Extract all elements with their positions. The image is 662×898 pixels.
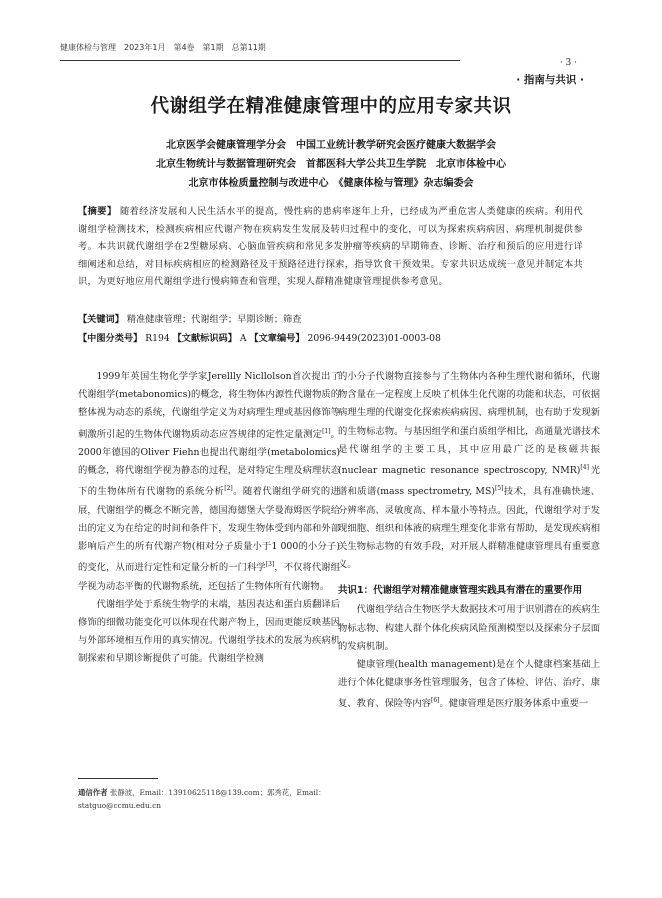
page-number: · 3 · (559, 58, 577, 68)
paragraph-1-text: 1999年英国生物化学学家Jerellly Nicllolson首次提出了代谢组学(metabonomics)的概念，将生物体内源性代谢物质的整体视为动态的系统，代谢组学定义为对病理生理或基因修饰等刺激所引起的生物体代谢物质动态应答规律的定性定量测定 (78, 371, 340, 440)
doccode-label: 【文献标识码】 (172, 333, 237, 344)
paragraph-3-text-b: 光谱和质谱(mass spectrometry, MS) (338, 465, 600, 498)
body-left-column (78, 368, 340, 669)
consensus-heading: 共识1：代谢组学对精准健康管理实践具有潜在的重要作用 (338, 585, 583, 597)
footnote-label: 通信作者 (78, 788, 108, 797)
paragraph-3-text-c: 技术，具有准确快速、分辨率高、灵敏度高、样本量小等特点。因此，代谢组学对于发现细胞、组织和体液的病理生理变化非常有帮助，是发现疾病相关生物标志物的有效手段，对开展人群精准健康管理具有重要意义。 (338, 486, 600, 571)
footnote-text: 张静波，Email：13910625118@139.com；郭秀花，Email：statguo@ccmu.edu.cn (78, 788, 326, 810)
articleno-label: 【文章编号】 (249, 333, 305, 344)
citation-1: [1] (322, 427, 331, 435)
article-title: 代谢组学在精准健康管理中的应用专家共识 (150, 96, 512, 117)
clc-value: R194 (145, 333, 170, 344)
citation-6: [6] (430, 697, 440, 705)
corresponding-author-footnote (78, 786, 338, 812)
citation-4: [4] (580, 464, 589, 472)
footnote-rule (78, 778, 158, 779)
paragraph-4: 代谢组学结合生物医学大数据技术可用于识别潜在的疾病生物标志物、构建人群个体化疾病风险预测模型以及探索分子层面的发病机制。 (338, 604, 600, 652)
author-line-3: 北京市体检质量控制与改进中心 《健康体检与管理》杂志编委会 (188, 178, 474, 189)
keywords-text: 精准健康管理；代谢组学；早期诊断；筛查 (126, 314, 302, 325)
citation-2: [2] (224, 485, 233, 493)
abstract-text: 随着经济发展和人民生活水平的提高，慢性病的患病率逐年上升，已经成为严重危害人类健康的疾病。利用代谢组学检测技术，检测疾病相应代谢产物在疾病发生发展及转归过程中的变化，可以为探索疾病病因、病理机制提供参考。本共识就代谢组学在2型糖尿病、心脑血管疾病和常见多发肿瘤等疾病的早期筛查、诊断、治疗和预后的应用进行详细阐述和总结，对目标疾病相应的检测路径及干预路径进行探索，指导饮食干预效果。专家共识达成统一意见并制定本共识，为更好地应用代谢组学进行慢病筛查和管理，实现人群精准健康管理提供参考意见。 (78, 206, 583, 287)
doccode-value: A (239, 333, 247, 344)
paragraph-3 (338, 368, 600, 574)
section-label: · 指南与共识 · (516, 74, 584, 86)
keywords-label: 【关键词】 (78, 314, 124, 325)
citation-3: [3] (265, 561, 275, 569)
articleno-value: 2096-9449(2023)01-0003-08 (307, 333, 441, 344)
classification-line (78, 330, 441, 344)
author-line-1: 北京医学会健康管理学分会 中国工业统计教学研究会医疗健康大数据学会 (166, 140, 496, 151)
paragraph-5-text-b: 。健康管理是医疗服务体系中重要一 (439, 698, 589, 710)
paragraph-5-text: 健康管理(health management)是在个人健康档案基础上进行个体化健康事务性管理服务，包含了体检、评估、治疗、康复、教育、保险等内容 (338, 659, 600, 710)
abstract (78, 203, 583, 291)
header-rule (60, 60, 460, 61)
paragraph-1-text-d: ，不仅将代谢组学视为动态平衡的代谢物系统，还包括了生物体所有代谢物。 (78, 562, 340, 592)
journal-header: 健康体检与管理 2023年1月 第4卷 第1期 总第11期 (60, 43, 266, 52)
clc-label: 【中图分类号】 (78, 333, 143, 344)
paragraph-1-text-c: 。随着代谢组学研究的进展，代谢组学的概念不断完善，德国海德堡大学曼海姆医学院给出的定义为在给定的时间和条件下，发现生物体受到内部和外部影响后产生的所有代谢产物(相对分子质量小于1 000的小分子)的变化，从而进行定性和定量分析的一门科学 (78, 486, 340, 574)
paragraph-1-text-b: 。2000年德国的Oliver Fiehn也提出代谢组学(metabolomics)的概念，将代谢组学视为静态的过程，是对特定生理及病理状态下的生物体所有代谢物的系统分析 (78, 428, 340, 498)
body-right-column (338, 368, 600, 714)
citation-5: [5] (494, 485, 504, 493)
keywords (78, 311, 301, 325)
paragraph-5 (338, 656, 600, 714)
paragraph-3-text: 的小分子代谢物直接参与了生物体内各种生理代谢和循环，代谢物含量在一定程度上反映了机体生化代谢的功能和状态，可依据病理生理的代谢变化探索疾病病因、病理机制，也有助于发现新的生物标志物。与基因组学和蛋白质组学相比，高通量光谱技术是代谢组学的主要工具，其中应用最广泛的是核磁共振(nuclear magnetic resonance spectroscopy, NMR) (338, 371, 600, 477)
paragraph-1 (78, 368, 340, 596)
abstract-label: 【摘要】 (78, 206, 117, 217)
paragraph-2: 代谢组学处于系统生物学的末端，基因表达和蛋白质翻译后修饰的细微功能变化可以体现在代谢产物上，因而更能反映基因与外部环境相互作用的真实情况。代谢组学技术的发展为疾病机制探索和早期诊断提供了可能。代谢组学检测 (78, 598, 340, 665)
author-line-2: 北京生物统计与数据管理研究会 首都医科大学公共卫生学院 北京市体检中心 (156, 159, 506, 170)
